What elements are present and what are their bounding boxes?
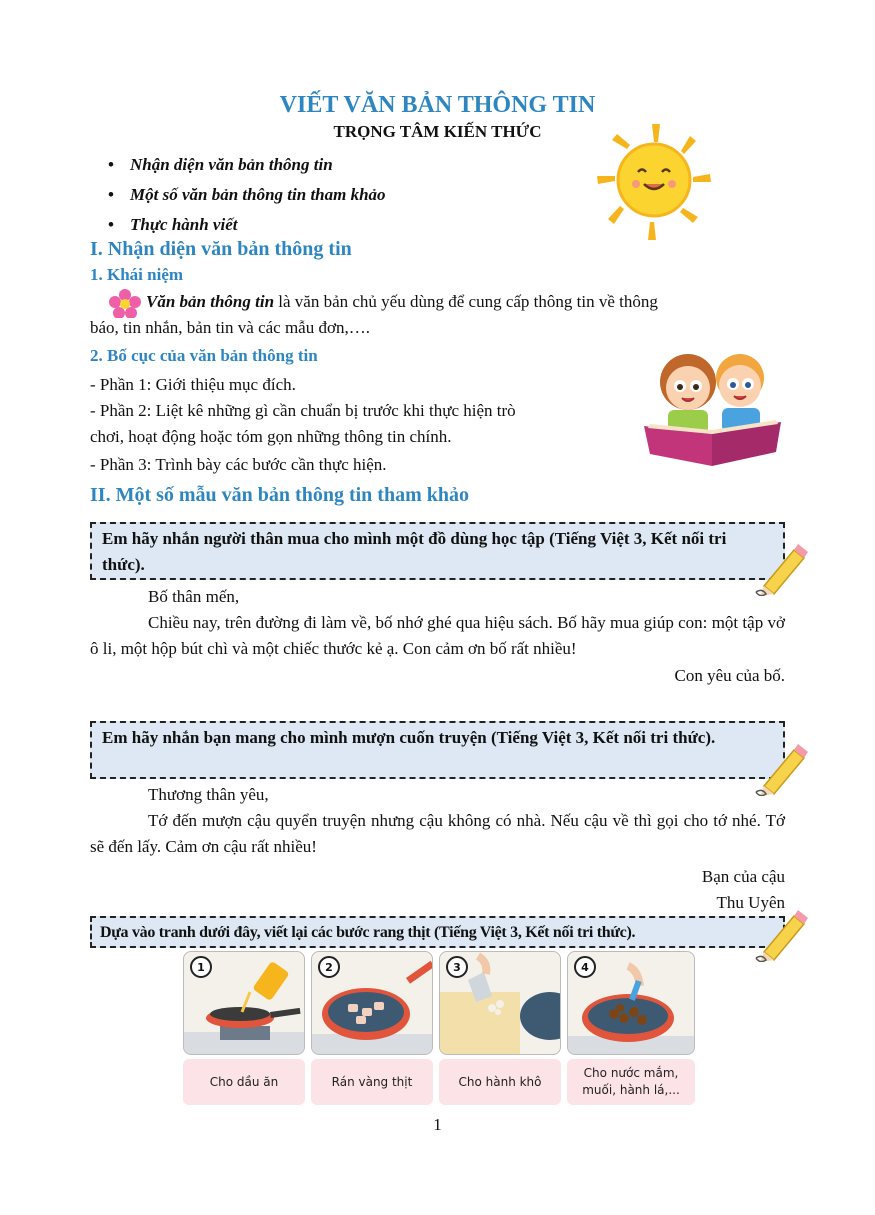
step-caption: Cho dầu ăn	[183, 1059, 305, 1105]
layout-part: - Phần 1: Giới thiệu mục đích.	[90, 375, 296, 394]
definition-term: Văn bản thông tin	[146, 292, 275, 311]
letter-greeting: Bố thân mến,	[148, 587, 240, 606]
step-image	[311, 951, 433, 1055]
layout-part: - Phần 3: Trình bày các bước cần thực hiện.	[90, 455, 387, 474]
section-heading: II. Một số mẫu văn bản thông tin tham khảo	[90, 484, 469, 506]
step-number: 2	[318, 956, 340, 978]
pencil-icon	[754, 540, 810, 596]
step-number: 1	[190, 956, 212, 978]
letter-body: Tớ đến mượn cậu quyển truyện nhưng cậu không có nhà. Nếu cậu về thì gọi cho tớ nhé. Tớ sẽ đến lấy. Cảm ơn cậu rất nhiều!	[90, 811, 785, 856]
pencil-icon	[754, 740, 810, 796]
list-item: • Thực hành viết	[108, 210, 386, 240]
exercise-prompt-3: Dựa vào tranh dưới đây, viết lại các bước rang thịt (Tiếng Việt 3, Kết nối tri thức).	[90, 916, 785, 948]
list-item: • Nhận diện văn bản thông tin	[108, 150, 386, 180]
kids-reading-illustration	[640, 342, 785, 470]
layout-part: chơi, hoạt động hoặc tóm gọn những thông tin chính.	[90, 427, 452, 446]
pencil-icon	[754, 906, 810, 962]
letter-signature: Bạn của cậu	[701, 867, 785, 886]
topic-list	[108, 150, 386, 240]
step-number: 3	[446, 956, 468, 978]
definition-line-2: báo, tin nhắn, bản tin và các mẫu đơn,….	[90, 318, 370, 337]
step-caption: Cho hành khô	[439, 1059, 561, 1105]
step-image	[439, 951, 561, 1055]
step-caption: Cho nước mắm, muối, hành lá,...	[567, 1059, 695, 1105]
page-title: VIẾT VĂN BẢN THÔNG TIN	[279, 92, 596, 118]
layout-part: - Phần 2: Liệt kê những gì cần chuẩn bị trước khi thực hiện trò	[90, 401, 516, 420]
step-image	[567, 951, 695, 1055]
letter-greeting: Thương thân yêu,	[148, 785, 269, 804]
exercise-prompt-2: Em hãy nhắn bạn mang cho mình mượn cuốn truyện (Tiếng Việt 3, Kết nối tri thức).	[90, 721, 785, 779]
step-card	[439, 951, 561, 1107]
step-card	[567, 951, 695, 1107]
letter-body: Chiều nay, trên đường đi làm về, bố nhớ ghé qua hiệu sách. Bố hãy mua giúp con: một tập vở ô li, một hộp bút chì và một chiếc thước kẻ ạ. Con cảm ơn bố rất nhiều!	[90, 613, 785, 658]
step-card	[311, 951, 433, 1107]
list-item: • Một số văn bản thông tin tham khảo	[108, 180, 386, 210]
letter-signature: Con yêu của bố.	[674, 666, 785, 685]
section-heading: I. Nhận diện văn bản thông tin	[90, 238, 352, 260]
subsection-heading: 2. Bố cục của văn bản thông tin	[90, 346, 318, 365]
page-subtitle: TRỌNG TÂM KIẾN THỨC	[333, 122, 542, 141]
cooking-steps	[183, 951, 695, 1107]
step-number: 4	[574, 956, 596, 978]
exercise-prompt-1: Em hãy nhắn người thân mua cho mình một đồ dùng học tập (Tiếng Việt 3, Kết nối tri thức).	[90, 522, 785, 580]
definition-text: là văn bản chủ yếu dùng để cung cấp thông tin về thông	[274, 292, 658, 311]
step-card	[183, 951, 305, 1107]
step-caption: Rán vàng thịt	[311, 1059, 433, 1105]
page-number: 1	[433, 1115, 442, 1134]
flower-icon	[108, 288, 142, 318]
step-image	[183, 951, 305, 1055]
letter-signature-name: Thu Uyên	[716, 893, 785, 912]
sun-icon	[590, 122, 720, 242]
definition-line	[146, 289, 786, 315]
subsection-heading: 1. Khái niệm	[90, 265, 184, 284]
